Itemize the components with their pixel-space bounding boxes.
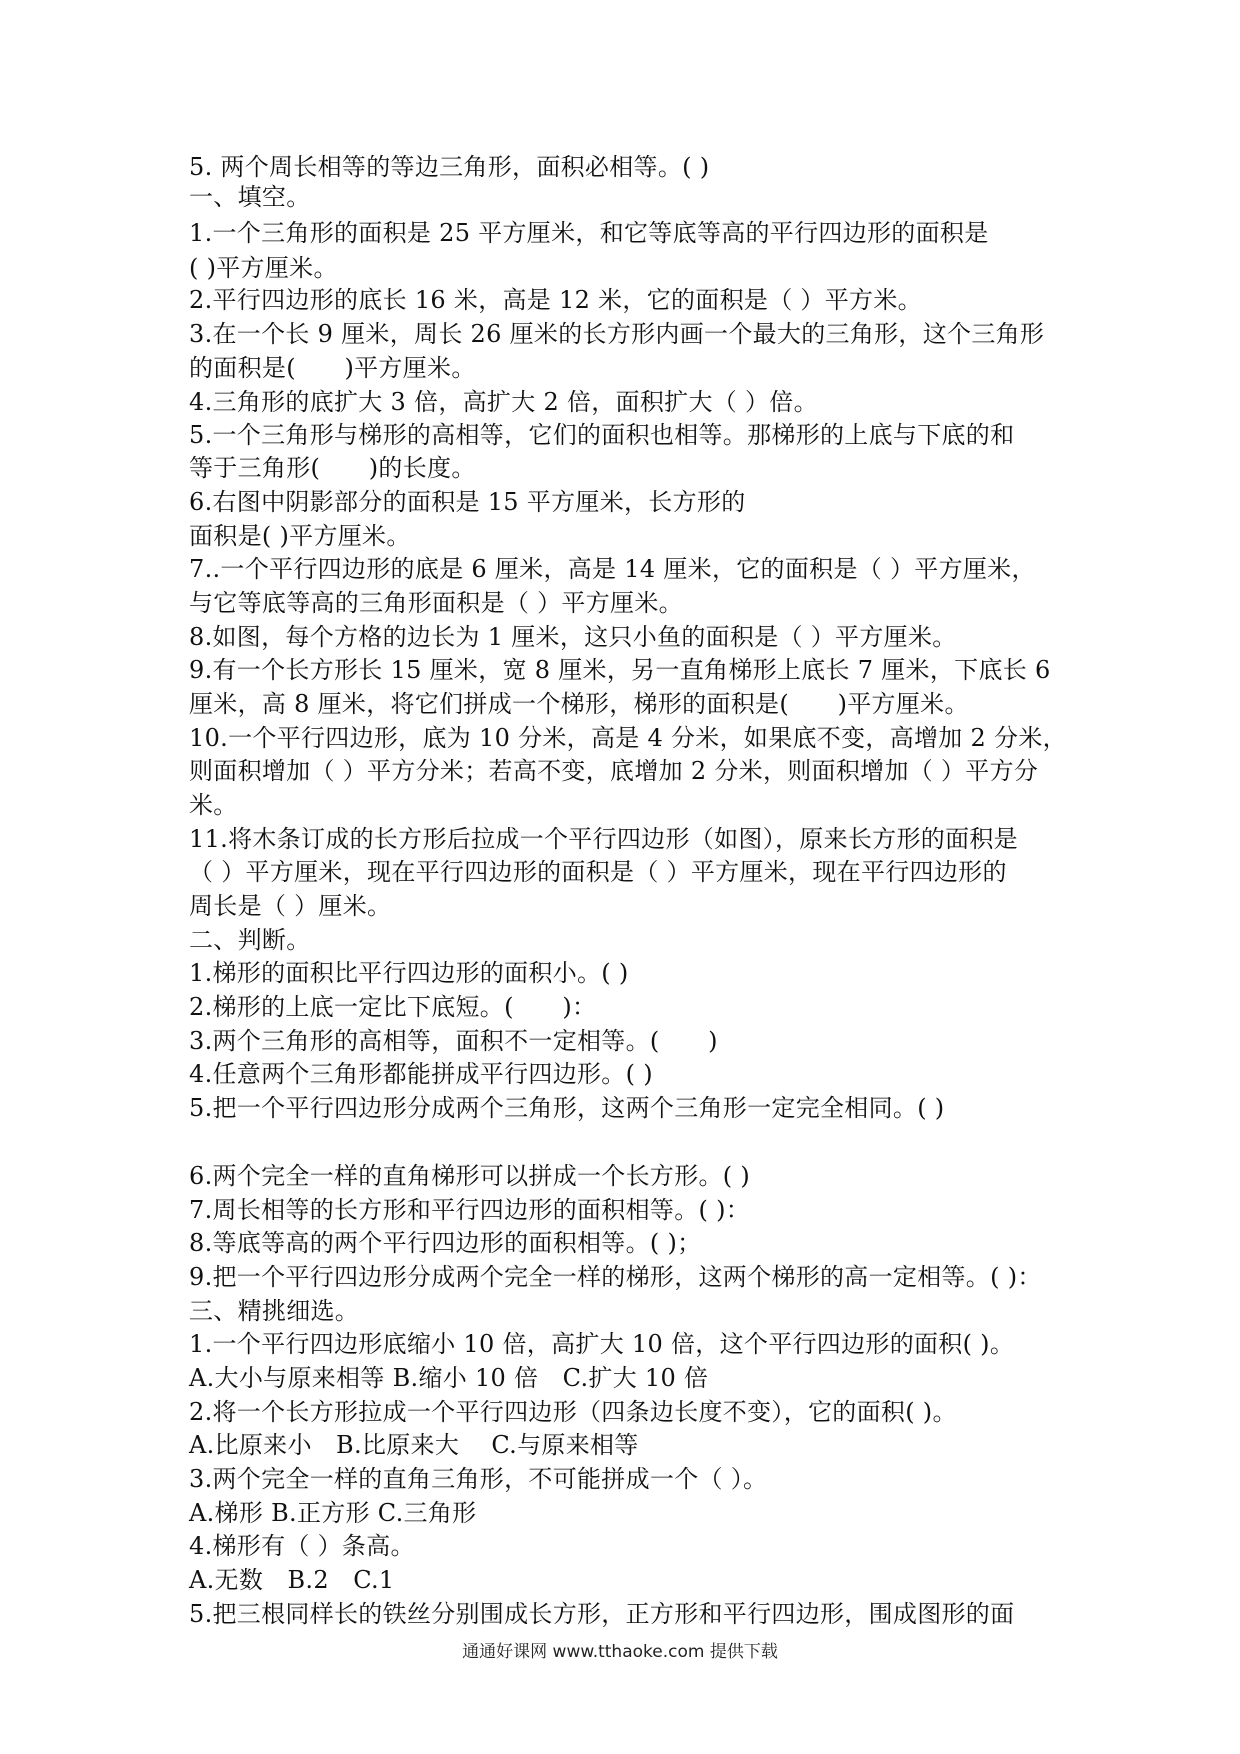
- fill-question-4: 4.三角形的底扩大 3 倍，高扩大 2 倍，面积扩大（ ）倍。: [189, 388, 818, 416]
- fill-question-11-line-1: 11.将木条订成的长方形后拉成一个平行四边形（如图），原来长方形的面积是: [189, 825, 1018, 853]
- fill-question-2: 2.平行四边形的底长 16 米，高是 12 米，它的面积是（ ）平方米。: [189, 286, 922, 314]
- section-heading-fill-blank: 一、填空。: [189, 183, 311, 211]
- judge-question-4: 4.任意两个三角形都能拼成平行四边形。( ): [189, 1060, 653, 1088]
- choice-question-1: 1.一个平行四边形底缩小 10 倍，高扩大 10 倍，这个平行四边形的面积( )。: [189, 1330, 1015, 1358]
- judge-question-5: 5.把一个平行四边形分成两个三角形，这两个三角形一定完全相同。( ): [189, 1094, 945, 1122]
- choice-question-2: 2.将一个长方形拉成一个平行四边形（四条边长度不变），它的面积( )。: [189, 1398, 957, 1426]
- fill-question-6-line-2: 面积是( )平方厘米。: [189, 522, 411, 550]
- fill-question-7-line-2: 与它等底等高的三角形面积是（ ）平方厘米。: [189, 589, 683, 617]
- judge-question-7: 7.周长相等的长方形和平行四边形的面积相等。( )：: [189, 1196, 751, 1224]
- fill-question-1-line-2: ( )平方厘米。: [189, 254, 338, 282]
- fill-question-11-line-2: （ ）平方厘米，现在平行四边形的面积是（ ）平方厘米，现在平行四边形的: [189, 858, 1007, 886]
- choice-question-3: 3.两个完全一样的直角三角形，不可能拼成一个（ ）。: [189, 1465, 768, 1493]
- fill-question-10-line-1: 10.一个平行四边形，底为 10 分米，高是 4 分米，如果底不变，高增加 2 分米，: [189, 724, 1067, 752]
- judge-question-6: 6.两个完全一样的直角梯形可以拼成一个长方形。( ): [189, 1162, 751, 1190]
- fill-question-7-line-1: 7..一个平行四边形的底是 6 厘米，高是 14 厘米，它的面积是（ ）平方厘米，: [189, 555, 1036, 583]
- choice-question-1-options: A.大小与原来相等 B.缩小 10 倍 C.扩大 10 倍: [189, 1364, 709, 1392]
- choice-question-5: 5.把三根同样长的铁丝分别围成长方形，正方形和平行四边形，围成图形的面: [189, 1600, 1015, 1628]
- judge-question-3: 3.两个三角形的高相等，面积不一定相等。( ): [189, 1027, 718, 1055]
- fill-question-3-line-1: 3.在一个长 9 厘米，周长 26 厘米的长方形内画一个最大的三角形，这个三角形: [189, 320, 1045, 348]
- page-footer: 通通好课网 www.tthaoke.com 提供下载: [462, 1642, 778, 1662]
- question-judge-5-top: 5. 两个周长相等的等边三角形，面积必相等。( ): [189, 153, 710, 181]
- choice-question-3-options: A.梯形 B.正方形 C.三角形: [189, 1499, 477, 1527]
- judge-question-9: 9.把一个平行四边形分成两个完全一样的梯形，这两个梯形的高一定相等。( )：: [189, 1263, 1042, 1291]
- fill-question-10-line-3: 米。: [189, 791, 238, 819]
- fill-question-8: 8.如图，每个方格的边长为 1 厘米，这只小鱼的面积是（ ）平方厘米。: [189, 623, 957, 651]
- fill-question-3-line-2: 的面积是( )平方厘米。: [189, 354, 476, 382]
- fill-question-11-line-3: 周长是（ ）厘米。: [189, 892, 392, 920]
- choice-question-4: 4.梯形有（ ）条高。: [189, 1532, 415, 1560]
- fill-question-1-line-1: 1.一个三角形的面积是 25 平方厘米，和它等底等高的平行四边形的面积是: [189, 219, 989, 247]
- judge-question-8: 8.等底等高的两个平行四边形的面积相等。( )；: [189, 1229, 702, 1257]
- section-heading-choice: 三、精挑细选。: [189, 1297, 360, 1325]
- fill-question-5-line-2: 等于三角形( )的长度。: [189, 454, 476, 482]
- choice-question-4-options: A.无数 B.2 C.1: [189, 1566, 395, 1594]
- fill-question-6-line-1: 6.右图中阴影部分的面积是 15 平方厘米，长方形的: [189, 488, 746, 516]
- judge-question-1: 1.梯形的面积比平行四边形的面积小。( ): [189, 959, 629, 987]
- fill-question-10-line-2: 则面积增加（ ）平方分米；若高不变，底增加 2 分米，则面积增加（ ）平方分: [189, 757, 1039, 785]
- fill-question-9-line-1: 9.有一个长方形长 15 厘米，宽 8 厘米，另一直角梯形上底长 7 厘米，下底长 6: [189, 656, 1051, 684]
- section-heading-judge: 二、判断。: [189, 926, 311, 954]
- judge-question-2: 2.梯形的上底一定比下底短。( )：: [189, 993, 597, 1021]
- fill-question-5-line-1: 5.一个三角形与梯形的高相等，它们的面积也相等。那梯形的上底与下底的和: [189, 421, 1015, 449]
- fill-question-9-line-2: 厘米，高 8 厘米，将它们拼成一个梯形，梯形的面积是( )平方厘米。: [189, 690, 969, 718]
- choice-question-2-options: A.比原来小 B.比原来大 C.与原来相等: [189, 1431, 639, 1459]
